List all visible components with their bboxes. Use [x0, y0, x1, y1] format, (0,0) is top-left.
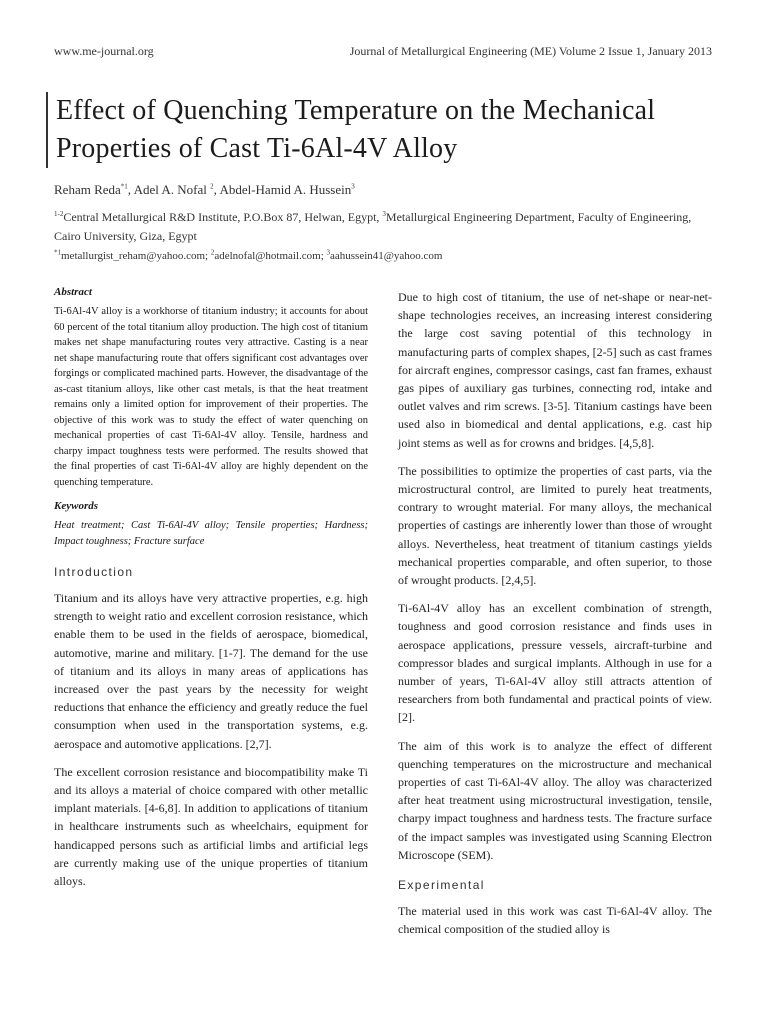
body-paragraph: Titanium and its alloys have very attractive properties, e.g. high strength to weight ratio and excellent corrosion resistance, which enable them to be used in the fields of aerospace, biomedical, automotive, marine and military. [1-7]. The demand for the use of titanium and its alloys in many areas of applications has increased over the past years by the necessity for weight reductions that enhance the efficiency and greatly reduce the fuel consumption when used in the transportation systems, e.g. aerospace and automotive applications. [2,7]. [54, 591, 368, 751]
abstract-heading: Abstract [54, 286, 92, 298]
affil-text: Metallurgical Engineering Department, Faculty of Engineering, Cairo University, Giza, Egypt [54, 210, 692, 243]
author-name: Adel A. Nofal [133, 182, 207, 197]
title-block [46, 92, 732, 168]
affil-text: Central Metallurgical R&D Institute, P.O.Box 87, Helwan, Egypt, [63, 210, 383, 224]
paper-title: Effect of Quenching Temperature on the Mechanical Properties of Cast Ti-6Al-4V Alloy [56, 95, 656, 164]
author-emails [54, 250, 442, 262]
right-column [398, 288, 712, 949]
author-list: Reham Reda$^{*1}$, Adel A. Nofal $^2$, Abdel-Hamid A. Hussein$^3$ [54, 182, 355, 197]
body-paragraph: The possibilities to optimize the properties of cast parts, via the microstructural control, are limited to purely heat treatments, contrary to wrought material. For many alloys, the mechanical properties of castings are inherently lower than those of wrought alloys. Nevertheless, heat treatment of titanium castings yields mechanical properties comparable, and often superior, to those of wrought products. [2,4,5]. [398, 463, 712, 588]
affil-sup: 3 [382, 210, 386, 218]
body-paragraph: The aim of this work is to analyze the effect of different quenching temperatures on the microstructure and mechanical properties of cast Ti-6Al-4V alloy. The alloy was characterized after heat treatment using microstructural investigation, tensile, charpy impact toughness and hardness tests. The fracture surface of the impact samples was investigated using Scanning Electron Microscope (SEM). [398, 738, 712, 862]
email-address[interactable]: adelnofal@hotmail.com; [214, 250, 327, 262]
body-paragraph: The material used in this work was cast Ti-6Al-4V alloy. The chemical composition of the studied alloy is [398, 904, 712, 937]
running-header [54, 44, 712, 59]
email-address[interactable]: metallurgist_reham@yahoo.com; [61, 250, 211, 262]
left-column [54, 286, 368, 900]
author-sup: 2 [210, 182, 214, 191]
experimental-heading: Experimental [398, 878, 485, 893]
journal-website: www.me-journal.org [54, 44, 154, 58]
keywords-heading: Keywords [54, 500, 98, 512]
email-sup: 2 [210, 248, 215, 257]
affiliations [54, 208, 718, 246]
journal-citation: Journal of Metallurgical Engineering (ME) Volume 2 Issue 1, January 2013 [349, 44, 712, 58]
author-name: Reham Reda [54, 182, 121, 197]
body-paragraph: Ti-6Al-4V alloy has an excellent combination of strength, toughness and good corrosion resistance and finds uses in aerospace applications, pressure vessels, aircraft-turbine and compressor blades and surgical implants. Although in use for a number of years, Ti-6Al-4V alloy still attracts attention of researchers from both fundamental and practical points of view. [2]. [398, 601, 712, 725]
affil-sup: 1-2 [54, 210, 64, 218]
abstract-text: Ti-6Al-4V alloy is a workhorse of titanium industry; it accounts for about 60 percent of the total titanium alloy production. The high cost of titanium makes net shape manufacturing routes very attractive. Casting is a near net shape manufacturing route that offers significant cost advantages over forgings or complicated machined parts. However, the disadvantage of the as-cast titanium alloys, like other cast metals, is that the heat treatment remains only a limited option for improvement of their properties. The objective of this work was to study the effect of water quenching on mechanical properties of cast Ti-6Al-4V alloy. Tensile, hardness and charpy impact toughness tests were performed. The results showed that the final properties of cast Ti-6Al-4V alloy are highly dependent on the quenching temperature. [54, 306, 368, 488]
author-sup: *1 [120, 182, 128, 191]
email-sup: *1 [54, 248, 61, 257]
email-address[interactable]: aahussein41@yahoo.com [330, 250, 443, 262]
introduction-heading: Introduction [54, 565, 134, 579]
body-paragraph: Due to high cost of titanium, the use of net-shape or near-net-shape technologies receives, an increasing interest considering the large cost saving potential of this technology in manufacturing parts of complex shapes, [2-5] such as cast frames for aircraft engines, compressor casings, cast fan frames, exhaust gas pipes of auxiliary gas turbines, connecting rod, intake and outlet valves and rim screws. [3-5]. Titanium castings have been used also in biomedical and dental applications, e.g. cast hip joint stems as well as for crowns and bridges. [4,5,8]. [398, 290, 712, 450]
email-sup: 3 [326, 248, 330, 257]
keywords-text: Heat treatment; Cast Ti-6Al-4V alloy; Tensile properties; Hardness; Impact toughness; Fracture surface [54, 520, 368, 547]
body-paragraph: The excellent corrosion resistance and biocompatibility make Ti and its alloys a material of choice compared with other metallic implant materials. [4-6,8]. In addition to applications of titanium in healthcare instruments such as wheelchairs, equipment for handicapped persons such as artificial limbs and artificial legs are currently making use of the unique properties of titanium alloys. [54, 764, 368, 889]
author-sup: 3 [351, 182, 355, 191]
author-name: Abdel-Hamid A. Hussein [219, 182, 352, 197]
